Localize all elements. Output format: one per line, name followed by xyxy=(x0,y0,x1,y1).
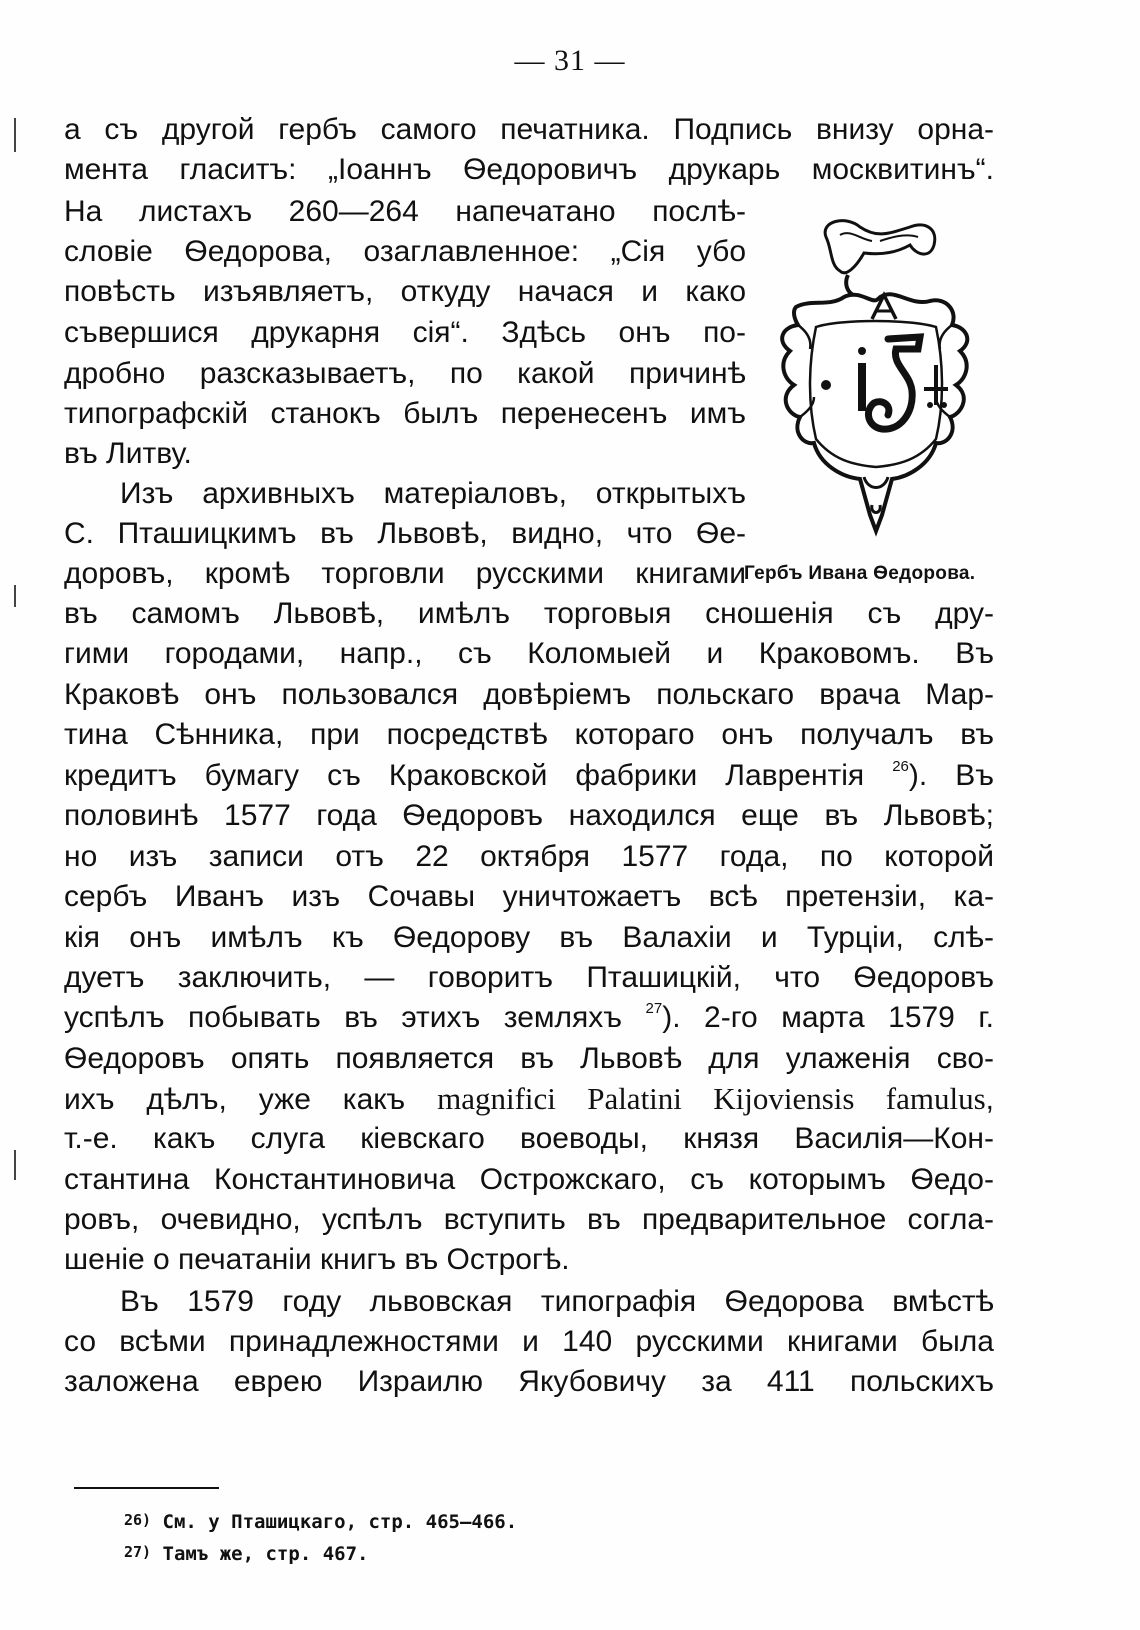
text-line: кія онъ имѣлъ къ Ѳедорову въ Валахіи и Турціи, слѣ- xyxy=(64,921,994,954)
text-span: успѣлъ побывать въ этихъ земляхъ xyxy=(64,1001,646,1034)
text-line: сербъ Иванъ изъ Сочавы уничтожаетъ всѣ претензіи, ка- xyxy=(64,880,994,913)
page-number: — 31 — xyxy=(514,44,626,77)
text-line: стантина Константиновича Острожскаго, съ которымъ Ѳедо- xyxy=(64,1163,994,1196)
text-line: гими городами, напр., съ Коломыей и Краковомъ. Въ xyxy=(64,637,994,670)
text-line: а съ другой гербъ самого печатника. Подпись внизу орна- xyxy=(64,113,994,146)
text-line: заложена еврею Израилю Якубовичу за 411 польскихъ xyxy=(64,1365,994,1398)
footnote-ref: 26 xyxy=(892,758,909,775)
text-line: шеніе о печатаніи книгъ въ Острогѣ. xyxy=(64,1243,570,1276)
footnote-26 xyxy=(124,1511,517,1533)
footnote-27 xyxy=(124,1543,368,1565)
text-line xyxy=(64,998,994,1038)
text-line: мента гласитъ: „Іоаннъ Ѳедоровичъ друкарь москвитинъ“. xyxy=(64,153,994,186)
text-line: со всѣми принадлежностями и 140 русскими книгами была xyxy=(64,1325,994,1358)
text-line: тина Сѣнника, при посредствѣ котораго онъ получалъ въ xyxy=(64,718,994,751)
text-line: дуетъ заключить, — говоритъ Пташицкій, что Ѳедоровъ xyxy=(64,961,994,994)
text-line: Краковѣ онъ пользовался довѣріемъ польскаго врача Мар- xyxy=(64,678,994,711)
text-span: ). 2-го марта 1579 г. xyxy=(662,1001,994,1034)
text-span: кредитъ бумагу съ Краковской фабрики Лаврентія xyxy=(64,759,893,792)
text-span: ихъ дѣлъ, уже какъ xyxy=(64,1083,438,1116)
footnote-divider xyxy=(74,1487,219,1489)
text-span: , xyxy=(985,1083,995,1116)
text-line: доровъ, кромѣ торговли русскими книгами xyxy=(64,557,746,590)
coat-of-arms-icon xyxy=(760,215,992,555)
text-line: Ѳедоровъ опять появляется въ Львовѣ для улаженія сво- xyxy=(64,1042,994,1075)
text-line: Въ 1579 году львовская типографія Ѳедорова вмѣстѣ xyxy=(120,1285,994,1318)
footnote-text: Тамъ же, стр. 467. xyxy=(162,1543,369,1565)
text-span: ). Въ xyxy=(908,759,995,792)
text-line: съвершися друкарня сія“. Здѣсь онъ по- xyxy=(64,316,746,349)
margin-mark xyxy=(14,585,16,607)
text-line: половинѣ 1577 года Ѳедоровъ находился еще въ Львовѣ; xyxy=(64,799,994,832)
text-line: въ самомъ Львовѣ, имѣлъ торговыя сношенія съ дру- xyxy=(64,597,994,630)
footnote-mark: 27) xyxy=(124,1543,152,1561)
text-line: словіе Ѳедорова, озаглавленное: „Сія убо xyxy=(64,235,746,268)
footnote-mark: 26) xyxy=(124,1511,152,1529)
latin-phrase: magnifici Palatini Kijoviensis famulus xyxy=(437,1081,986,1116)
text-line xyxy=(64,1079,994,1119)
text-line: въ Литву. xyxy=(64,437,192,470)
text-line: т.-е. какъ слуга кіевскаго воеводы, князя Василія—Кон- xyxy=(64,1122,994,1155)
footnote-text: См. у Пташицкаго, стр. 465—466. xyxy=(162,1511,518,1533)
footnote-ref: 27 xyxy=(645,1000,663,1017)
margin-mark xyxy=(14,1150,16,1180)
figure-caption: Гербъ Ивана Ѳедорова. xyxy=(744,563,976,584)
text-line: Изъ архивныхъ матеріаловъ, открытыхъ xyxy=(120,477,746,510)
coat-of-arms-figure xyxy=(760,215,992,555)
text-line xyxy=(64,756,994,796)
text-line: но изъ записи отъ 22 октября 1577 года, по которой xyxy=(64,840,994,873)
margin-mark xyxy=(14,118,16,152)
text-line: На листахъ 260—264 напечатано послѣ- xyxy=(64,195,746,228)
text-line: С. Пташицкимъ въ Львовѣ, видно, что Ѳе- xyxy=(64,517,746,550)
text-line: дробно разсказываетъ, по какой причинѣ xyxy=(64,357,746,390)
text-line: типографскій станокъ былъ перенесенъ имъ xyxy=(64,397,746,430)
text-line: повѣсть изъявляетъ, откуду начася и како xyxy=(64,275,746,308)
text-line: ровъ, очевидно, успѣлъ вступить въ предварительное согла- xyxy=(64,1203,994,1236)
